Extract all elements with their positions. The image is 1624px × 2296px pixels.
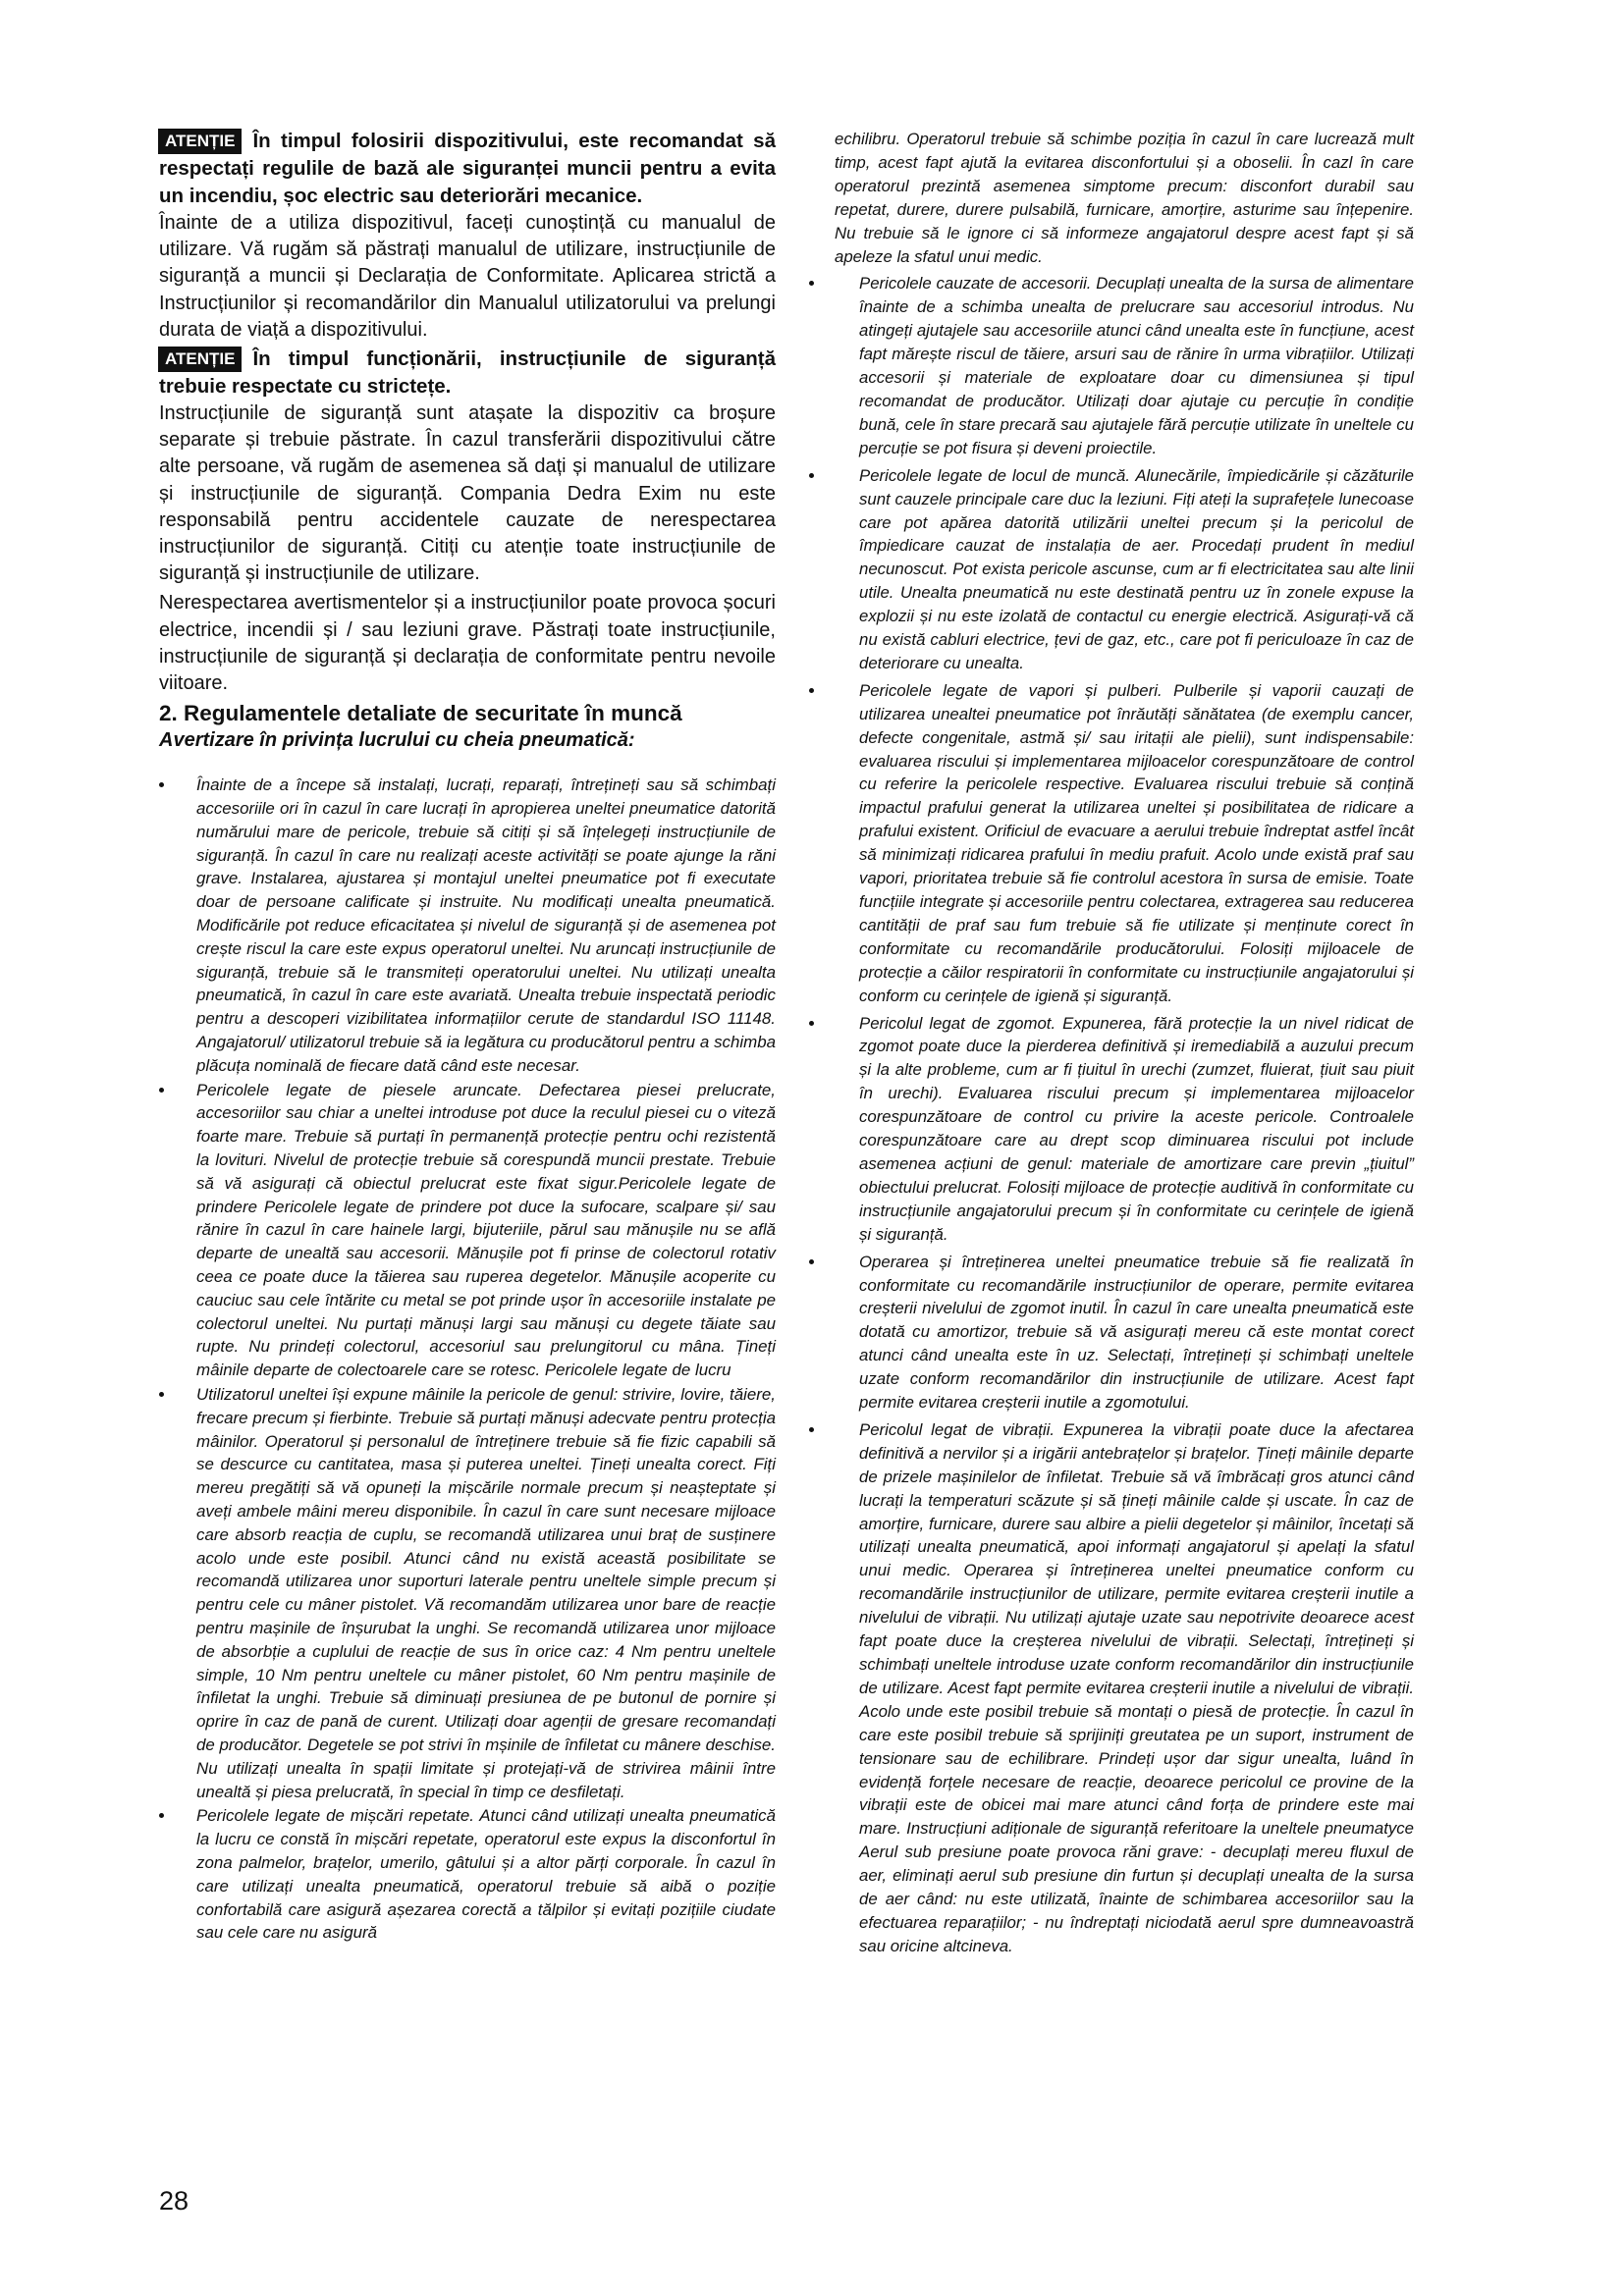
warning-text: În timpul folosirii dispozitivului, este recomandat să respectați regulile de bază ale siguranței muncii pentru a evita un incendiu, șoc electric sau deteriorări mecanice. [159, 130, 776, 207]
warning-block-2 [159, 346, 776, 400]
bullet-icon [159, 1813, 164, 1818]
right-bullet-list [835, 272, 1414, 1957]
list-item [835, 1251, 1414, 1415]
list-item [159, 1383, 776, 1803]
bullet-icon [159, 1392, 164, 1397]
list-item-text: Pericolele cauzate de accesorii. Decuplați unealta de la sursa de alimentare înainte de a schimba unealta de prelucrare sau accesoriul introdus. Nu atingeți ajutajele sau accesoriile atunci când unealta este în funcțiune, acest fapt mărește riscul de tăiere, arsuri sau de rănire în urma vibrațiilor. Utilizați accesorii și materiale de exploatare doar cu dimensiunea și tipul recomandat de producător. Utilizați doar ajutaje cu percuție în condiție bună, cele în stare precară sau ajutajele fără percuție utilizate în uneltele cu percuție se pot fisura și deveni proiectile. [859, 274, 1414, 457]
list-item [835, 1012, 1414, 1247]
list-item [835, 464, 1414, 675]
warning-block-1 [159, 128, 776, 210]
list-item [835, 272, 1414, 459]
list-item-text: Pericolele legate de mișcări repetate. Atunci când utilizați unealta pneumatică la lucru ce constă în mișcări repetate, operatorul este expus la disconfortul în zona palmelor, brațelor, umerilo, gâtului și a altor părți corporale. În cazul în care utilizați unealta pneumatică, operatorul trebuie să aibă o poziție confortabilă care asigură așezarea corectă a tălpilor și evitați pozițiile ciudate sau cele care nu asigură [196, 1806, 776, 1943]
bullet-icon [809, 688, 814, 693]
list-item [159, 1079, 776, 1382]
list-item-text: Pericolele legate de locul de muncă. Alunecările, împiedicările și căzăturile sunt cauzele principale care duc la leziuni. Fiți ateți la suprafețele lunecoase care pot apărea datorită utilizării uneltei precum și la pericolul de împiedicare cauzat de instalația de aer. Procedați prudent în mediul necunoscut. Pot exista pericole ascunse, cum ar fi electricitatea sau alte linii utile. Unealta pneumatică nu este destinată pentru uz în zonele expuse la explozii și nu este izolată de contactul cu energie electrică. Asigurați-vă că nu există cabluri electrice, țevi de gaz, etc., care pot fi periculoaze în caz de deteriorare cu unealta. [859, 465, 1414, 672]
bullet-icon [809, 1259, 814, 1264]
warning-text: În timpul funcționării, instrucțiunile de siguranță trebuie respectate cu strictețe. [159, 347, 776, 399]
intro-paragraph: Înainte de a utiliza dispozitivul, faceți cunoștință cu manualul de utilizare. Vă rugăm să păstrați manualul de utilizare, instrucțiunile de siguranță a muncii și Declarația de Conformitate. Aplicarea strictă a Instrucțiunilor și recomandărilor din Manualul utilizatorului va prelungi durata de viață a dispozitivului. [159, 212, 776, 341]
list-item-text: Pericolele legate de piesele aruncate. Defectarea piesei prelucrate, accesoriilor sau chiar a uneltei introduse pot duce la reculul piesei cu o viteză foarte mare. Trebuie să purtați în permanență protecție pentru ochi rezistentă la lovituri. Nivelul de protecție trebuie să corespundă muncii prestate. Trebuie să vă asigurați că obiectul prelucrat este fixat sigur.Pericolele legate de prindere Pericolele legate de prindere pot duce la sufocare, scalpare și/ sau rănire în cazul în care hainele largi, bijuteriile, părul sau mănușile nu se află departe de unealtă sau accesorii. Mănușile pot fi prinse de colectorul rotativ ceea ce poate duce la tăierea sau ruperea degetelor. Mănușile acoperite cu cauciuc sau cele întărite cu metal se pot prinde ușor în accesoriile instalate pe colectorul uneltei. Nu purtați mănuși largi sau mănuși cu degete tăiate sau rupte. Nu prindeți colectorul, accesoriul sau prelungitorul cu mâna. Țineți mâinile departe de colectoarele care se rotesc. Pericolele legate de lucru [196, 1080, 776, 1380]
warning-badge: ATENȚIE [159, 130, 241, 153]
warning-badge: ATENȚIE [159, 347, 241, 371]
list-item-text: Pericolele legate de vapori și pulberi. Pulberile și vaporii cauzați de utilizarea unealtei pneumatice pot înrăutăți sănătatea (de exemplu cancer, defecte congenitale, astmă și/ sau iritații ale pielii), sunt indispensabile: evaluarea riscului și implementarea mijloacelor corespunzătoare de control cu referire la pericolele respective. Evaluarea riscului trebuie să conțină impactul prafului generat la utilizarea uneltei și posibilitatea de ridicare a prafului existent. Orificiul de evacuare a aerului trebuie îndreptat astfel încât să minimizați ridicarea prafului în mediu prafuit. Acolo unde există praf sau vapori, prioritatea trebuie să fie controlul acestora în sursa de emisie. Toate funcțiile integrate și accesoriile pentru colectarea, extragerea sau reducerea cantității de praf sau fum trebuie să fie utilizate și menținute corect în conformitate cu recomandările producătorului. Folosiți mijloacele de protecție a căilor respiratorii în conformitate cu instrucțiunile angajatorului și conform cu cerințele de igienă și siguranță. [859, 680, 1414, 1005]
page-number: 28 [159, 2186, 189, 2216]
list-item [835, 1418, 1414, 1958]
continued-paragraph: echilibru. Operatorul trebuie să schimbe poziția în cazul în care lucrează mult timp, acest fapt ajută la evitarea disconfortului și a oboselii. În cazl în care operatorul prezintă asemenea simptome precum: disconfort durabil sau repetat, durere, durere pulsabilă, furnicare, amorțire, asturime sau înțepenire. Nu trebuie să le ignore ci să informeze angajatorul despre acest fapt și să apeleze la sfatul unui medic. [835, 130, 1414, 266]
list-item-text: Pericolul legat de zgomot. Expunerea, fără protecție la un nivel ridicat de zgomot poate duce la pierderea definitivă și iremediabilă a auzului precum și la alte probleme, cum ar fi țiuitul în urechi (zumzet, fluierat, țiuit sau piuit în urechi). Evaluarea riscului precum și implementarea mijloacelor corespunzătoare de control cu privire la aceste pericole. Controalele corespunzătoare care au drept scop diminuarea riscului pot include asemenea acțiuni de genul: materiale de amortizare care previn „țiuitul” obiectului prelucrat. Folosiți mijloace de protecție auditivă în conformitate cu instrucțiunile angajatorului precum și în conformitate cu cerințele de igienă și siguranță. [859, 1013, 1414, 1244]
bullet-icon [159, 782, 164, 787]
list-item [159, 1804, 776, 1945]
left-bullet-list [159, 774, 776, 1945]
list-item [835, 679, 1414, 1008]
list-item-text: Pericolul legat de vibrații. Expunerea la vibrații poate duce la afectarea definitivă a nervilor și a irigării antebrațelor și brațelor. Țineți mâinile departe de prizele mașinilelor de înfiletat. Trebuie să vă îmbrăcați gros atunci când lucrați la temperaturi scăzute și să țineți mâinile calde și uscate. În caz de amorțire, furnicare, durere sau albire a pielii degetelor și mâinilor, încetați să utilizați unealta pneumatică, apoi informați angajatorul și apelați la sfatul unui medic. Operarea și întreținerea uneltei pneumatice conform cu recomandările instrucțiunilor de utilizare, permite evitarea creșterii inutile a nivelului de vibrații. Nu utilizați ajutaje uzate sau nepotrivite deoarece acest fapt poate duce la creșterea nivelului de vibrații. Selectați, întrețineți și schimbați uneltele introduse uzate conform recomandărilor din instrucțiunile de utilizare. Acest fapt permite evitarea creșterii inutile a nivelului de vibrații. Acolo unde este posibil trebuie să montați o piesă de protecție. În cazul în care este posibil trebuie să sprijiniți greutatea pe un suport, instrument de tensionare sau de echilibrare. Prindeți ușor dar sigur unealta, luând în evidență forțele necesare de reacție, deoarece pericolul ce provine de la vibrații este de obicei mai mare atunci când forța de prindere este mai mare. Instrucțiuni adiționale de siguranță referitoare la uneltele pneumatyce Aerul sub presiune poate provoca răni grave: - decuplați mereu fluxul de aer, eliminați aerul sub presiune din furtun și decuplați unealta de la sursa de aer când: nu este utilizată, înainte de schimbarea accesoriilor sau la efectuarea reparațiilor; - nu îndreptați niciodată aerul spre dumneavoastră sau oricine altcineva. [859, 1419, 1414, 1955]
bullet-icon [809, 1427, 814, 1432]
section-subtitle: Avertizare în privința lucrului cu cheia pneumatică: [159, 729, 635, 752]
safety-paragraph: Instrucțiunile de siguranță sunt atașate la dispozitiv ca broșure separate și trebuie păstrate. În cazul transferării dispozitivului către alte persoane, vă rugăm de asemenea să dați și manualul de utilizare și instrucțiunile de siguranță. Compania Dedra Exim nu este responsabilă pentru accidentele cauzate de nerespectarea instrucțiunilor de siguranță. Citiți cu atenție toate instrucțiunile de siguranță și instrucțiunile de utilizare. [159, 402, 776, 585]
warning-paragraph: Nerespectarea avertismentelor și a instrucțiunilor poate provoca șocuri electrice, incendii și / sau leziuni grave. Păstrați toate instrucțiunile, instrucțiunile de siguranță și declarația de conformitate pentru nevoile viitoare. [159, 592, 776, 695]
list-item-text: Înainte de a începe să instalați, lucrați, reparați, întrețineți sau să schimbați accesoriile ori în cazul în care lucrați în apropierea uneltei pneumatice datorită numărului mare de pericole, trebuie să citiți și să înțelegeți instrucțiunile de siguranță. În cazul în care nu realizați aceste activități se poate ajunge la răni grave. Instalarea, ajustarea și montajul uneltei pneumatice pot fi executate doar de persoane calificate și instruite. Nu modificați unealta pneumatică. Modificările pot reduce eficacitatea și nivelul de siguranță și de asemenea pot crește riscul la care este expus operatorul uneltei. Nu aruncați instrucțiunile de siguranță, trebuie să le transmiteți operatorului uneltei. Nu utilizați unealta pneumatică, în cazul în care este avariată. Unealta trebuie inspectată periodic pentru a descoperi vizibilitatea informațiilor cerute de standardul ISO 11148. Angajatorul/ utilizatorul trebuie să ia legătura cu producătorul pentru a schimba plăcuța nominală de fiecare dată când este necesar. [196, 775, 776, 1075]
list-item [159, 774, 776, 1077]
bullet-icon [809, 1021, 814, 1026]
bullet-icon [809, 473, 814, 478]
bullet-icon [809, 281, 814, 286]
list-item-text: Utilizatorul uneltei își expune mâinile la pericole de genul: strivire, lovire, tăiere, frecare precum și fierbinte. Trebuie să purtați mănuși adecvate pentru protecția mâinilor. Operatorul și personalul de întreținere trebuie să fie fizic capabili să se descurce cu cantitatea, masa și puterea uneltei. Țineți unealta corect. Fiți mereu pregătiți să vă opuneți la mișcările normale precum și neașteptate și aveți ambele mâini mereu disponibile. În cazul în care sunt necesare mijloace care absorb reacția de cuplu, se recomandă utilizarea unui braț de susținere acolo unde este posibil. Atunci când nu există această posibilitate se recomandă utilizarea unor suporturi laterale pentru uneltele simple precum și pentru cele cu mâner pistolet. Vă recomandăm utilizarea unor bare de reacție pentru mașinile de înșurubat la unghi. Se recomandă utilizarea unor mijloace de absorbție a cuplului de reacție de sus în orice caz: 4 Nm pentru uneltele simple, 10 Nm pentru uneltele cu mâner pistolet, 60 Nm pentru mașinile de înfiletat la unghi. Trebuie să diminuați presiunea de pe butonul de pornire și oprire în caz de pană de curent. Utilizați doar agenții de gresare recomandați de producător. Degetele se pot strivi în mșinile de înfiletat cu mânere deschise. Nu utilizați unealta în spații limitate și protejați-vă de strivirea mâinii între unealtă și piesa prelucrată, în special în timp ce desfiletați. [196, 1384, 776, 1801]
bullet-icon [159, 1088, 164, 1093]
list-item-text: Operarea și întreținerea uneltei pneumatice trebuie să fie realizată în conformitate cu recomandările instrucțiunilor de operare, permite evitarea creșterii nivelului de zgomot inutil. În cazul în care unealta pneumatică este dotată cu amortizor, trebuie să vă asigurați mereu că este montat corect atunci când unealta este în uz. Selectați, întrețineți și schimbați uneltele uzate conform recomandărilor din instrucțiunile de utilizare. Acest fapt permite evitarea creșterii inutile a zgomotului. [859, 1252, 1414, 1413]
right-column [835, 128, 1414, 1962]
left-column [159, 128, 776, 1946]
section-title: 2. Regulamentele detaliate de securitate în muncă [159, 701, 682, 726]
